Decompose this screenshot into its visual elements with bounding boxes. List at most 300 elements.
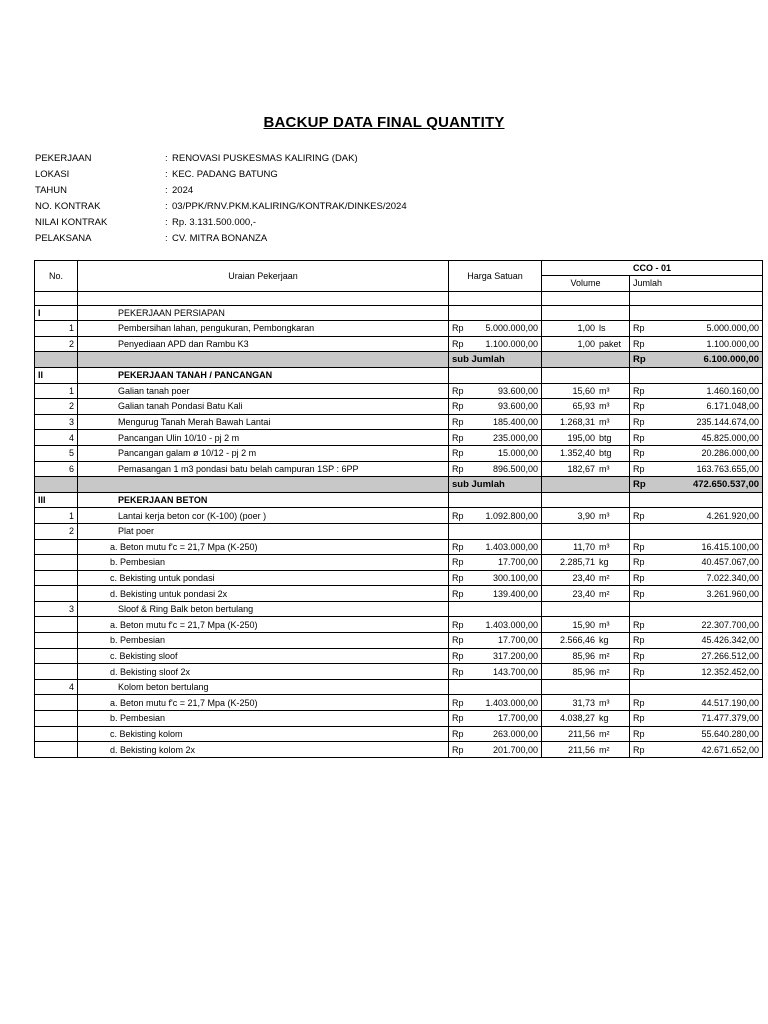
item-number: 4 (35, 430, 78, 446)
amount-cell (630, 711, 763, 727)
amount-value: 45.825.000,00 (701, 432, 760, 443)
item-description: Galian tanah poer (78, 383, 449, 399)
amount-value: 4.261.920,00 (706, 510, 760, 521)
item-row (35, 430, 763, 446)
item-description: c. Bekisting untuk pondasi (78, 570, 449, 586)
unit-price-cell (449, 695, 542, 711)
currency-label: Rp (452, 385, 464, 396)
volume-cell (542, 648, 630, 664)
unit-price-cell (449, 633, 542, 649)
currency-label: Rp (633, 541, 645, 552)
currency-label: Rp (633, 697, 645, 708)
item-description: a. Beton mutu f'c = 21,7 Mpa (K-250) (78, 695, 449, 711)
table-body (35, 305, 763, 757)
unit-price: 1.403.000,00 (485, 619, 538, 630)
unit-price-cell (449, 399, 542, 415)
currency-label: Rp (633, 323, 645, 334)
volume-cell (542, 742, 630, 758)
item-number (35, 711, 78, 727)
group-row (35, 523, 763, 539)
currency-label: Rp (633, 619, 645, 630)
unit-price-cell (449, 664, 542, 680)
item-description: a. Beton mutu f'c = 21,7 Mpa (K-250) (78, 539, 449, 555)
currency-label: Rp (633, 354, 646, 366)
header-no: No. (35, 261, 78, 292)
currency-label: Rp (452, 417, 464, 428)
empty-cell (630, 601, 763, 617)
sub-item-row (35, 695, 763, 711)
currency-label: Rp (633, 557, 645, 568)
empty-cell (542, 492, 630, 508)
info-value: RENOVASI PUSKESMAS KALIRING (DAK) (172, 153, 358, 164)
amount-cell (630, 399, 763, 415)
item-row (35, 414, 763, 430)
item-description: c. Bekisting kolom (78, 726, 449, 742)
volume-cell (542, 430, 630, 446)
item-number (35, 726, 78, 742)
unit-price-cell (449, 555, 542, 571)
volume-cell (542, 336, 630, 352)
group-title: Plat poer (78, 523, 449, 539)
currency-label: Rp (633, 401, 645, 412)
volume-cell (542, 726, 630, 742)
amount-cell (630, 695, 763, 711)
amount-cell (630, 430, 763, 446)
currency-label: Rp (452, 510, 464, 521)
item-number (35, 695, 78, 711)
sub-item-row (35, 633, 763, 649)
item-description: a. Beton mutu f'c = 21,7 Mpa (K-250) (78, 617, 449, 633)
volume-unit: m² (599, 650, 610, 661)
volume-value: 31,73 (572, 697, 595, 708)
sub-item-row (35, 586, 763, 602)
sub-item-row (35, 726, 763, 742)
unit-price: 1.100.000,00 (485, 339, 538, 350)
sub-item-row (35, 617, 763, 633)
subtotal-value: 472.650.537,00 (692, 478, 760, 490)
group-title: Sloof & Ring Balk beton bertulang (78, 601, 449, 617)
item-row (35, 383, 763, 399)
amount-value: 27.266.512,00 (701, 650, 760, 661)
unit-price-cell (449, 336, 542, 352)
volume-unit: kg (599, 557, 609, 568)
amount-cell (630, 461, 763, 477)
item-description: Lantai kerja beton cor (K-100) (poer ) (78, 508, 449, 524)
item-row (35, 321, 763, 337)
unit-price-cell (449, 383, 542, 399)
header-spacer-row (35, 291, 763, 305)
volume-value: 23,40 (572, 572, 595, 583)
unit-price: 5.000.000,00 (485, 323, 538, 334)
volume-cell (542, 445, 630, 461)
item-number (35, 539, 78, 555)
empty-cell (542, 305, 630, 321)
empty-cell (449, 523, 542, 539)
table-header (35, 261, 763, 306)
section-number: III (35, 492, 78, 508)
info-value: Rp. 3.131.500.000,- (172, 217, 256, 228)
info-label: PEKERJAAN (35, 153, 92, 164)
volume-cell (542, 570, 630, 586)
item-description: Galian tanah Pondasi Batu Kali (78, 399, 449, 415)
unit-price-cell (449, 539, 542, 555)
volume-cell (542, 711, 630, 727)
empty-cell (542, 523, 630, 539)
volume-cell (542, 539, 630, 555)
section-row (35, 367, 763, 383)
header-jumlah: Jumlah (630, 276, 763, 292)
empty-cell (542, 477, 630, 493)
header-harga-satuan: Harga Satuan (449, 261, 542, 292)
item-row (35, 461, 763, 477)
amount-value: 20.286.000,00 (701, 448, 760, 459)
amount-value: 5.000.000,00 (706, 323, 760, 334)
volume-unit: m² (599, 588, 610, 599)
unit-price: 139.400,00 (492, 588, 538, 599)
amount-value: 7.022.340,00 (706, 572, 760, 583)
item-number: 2 (35, 336, 78, 352)
unit-price-cell (449, 648, 542, 664)
section-title: PEKERJAAN BETON (78, 492, 449, 508)
unit-price: 17.700,00 (497, 635, 538, 646)
section-row (35, 492, 763, 508)
volume-value: 1.268,31 (559, 417, 595, 428)
info-colon: : (165, 169, 168, 180)
subtotal-amount (630, 352, 763, 368)
unit-price: 1.403.000,00 (485, 697, 538, 708)
amount-value: 6.171.048,00 (706, 401, 760, 412)
info-label: PELAKSANA (35, 233, 92, 244)
volume-cell (542, 586, 630, 602)
currency-label: Rp (452, 541, 464, 552)
volume-value: 195,00 (567, 432, 595, 443)
amount-cell (630, 539, 763, 555)
volume-unit: ls (599, 323, 606, 334)
amount-cell (630, 617, 763, 633)
item-number (35, 648, 78, 664)
empty-cell (630, 367, 763, 383)
item-number: 5 (35, 445, 78, 461)
amount-cell (630, 383, 763, 399)
unit-price-cell (449, 617, 542, 633)
currency-label: Rp (633, 728, 645, 739)
section-number: II (35, 367, 78, 383)
amount-value: 12.352.452,00 (701, 666, 760, 677)
item-number: 1 (35, 383, 78, 399)
currency-label: Rp (633, 588, 645, 599)
unit-price: 263.000,00 (492, 728, 538, 739)
currency-label: Rp (452, 619, 464, 630)
volume-cell (542, 321, 630, 337)
volume-cell (542, 633, 630, 649)
amount-cell (630, 726, 763, 742)
unit-price: 896.500,00 (492, 463, 538, 474)
volume-cell (542, 617, 630, 633)
group-row (35, 601, 763, 617)
unit-price-cell (449, 742, 542, 758)
currency-label: Rp (633, 417, 645, 428)
unit-price: 15.000,00 (497, 448, 538, 459)
volume-value: 1,00 (577, 323, 595, 334)
currency-label: Rp (452, 635, 464, 646)
amount-cell (630, 648, 763, 664)
empty-cell (78, 477, 449, 493)
amount-value: 16.415.100,00 (701, 541, 760, 552)
empty-cell (630, 492, 763, 508)
item-number: 2 (35, 399, 78, 415)
currency-label: Rp (633, 510, 645, 521)
unit-price-cell (449, 726, 542, 742)
empty-cell (542, 679, 630, 695)
volume-unit: m³ (599, 385, 610, 396)
volume-unit: m³ (599, 417, 610, 428)
item-number: 3 (35, 601, 78, 617)
currency-label: Rp (452, 557, 464, 568)
amount-cell (630, 555, 763, 571)
unit-price-cell (449, 414, 542, 430)
info-label: NILAI KONTRAK (35, 217, 108, 228)
info-colon: : (165, 217, 168, 228)
info-label: LOKASI (35, 169, 70, 180)
amount-cell (630, 508, 763, 524)
currency-label: Rp (633, 478, 646, 490)
currency-label: Rp (452, 463, 464, 474)
volume-value: 4.038,27 (559, 713, 595, 724)
empty-cell (35, 352, 78, 368)
item-description: d. Bekisting sloof 2x (78, 664, 449, 680)
currency-label: Rp (452, 666, 464, 677)
volume-unit: m³ (599, 510, 610, 521)
currency-label: Rp (452, 323, 464, 334)
amount-value: 163.763.655,00 (696, 463, 760, 474)
empty-cell (449, 492, 542, 508)
unit-price: 185.400,00 (492, 417, 538, 428)
item-number (35, 586, 78, 602)
currency-label: Rp (633, 744, 645, 755)
item-row (35, 508, 763, 524)
currency-label: Rp (633, 432, 645, 443)
volume-cell (542, 414, 630, 430)
empty-cell (542, 367, 630, 383)
currency-label: Rp (452, 448, 464, 459)
section-title: PEKERJAAN PERSIAPAN (78, 305, 449, 321)
subtotal-label: sub Jumlah (449, 352, 542, 368)
item-description: Pembersihan lahan, pengukuran, Pembongkaran (78, 321, 449, 337)
sub-item-row (35, 539, 763, 555)
sub-item-row (35, 648, 763, 664)
item-number: 4 (35, 679, 78, 695)
volume-value: 3,90 (577, 510, 595, 521)
volume-value: 11,70 (573, 541, 595, 552)
group-title: Kolom beton bertulang (78, 679, 449, 695)
amount-cell (630, 321, 763, 337)
subtotal-value: 6.100.000,00 (703, 354, 760, 366)
unit-price-cell (449, 570, 542, 586)
info-label: TAHUN (35, 185, 68, 196)
empty-cell (630, 679, 763, 695)
item-description: c. Bekisting sloof (78, 648, 449, 664)
empty-cell (449, 305, 542, 321)
info-colon: : (165, 233, 168, 244)
amount-cell (630, 570, 763, 586)
empty-cell (35, 477, 78, 493)
currency-label: Rp (452, 744, 464, 755)
amount-value: 44.517.190,00 (701, 697, 760, 708)
volume-value: 211,56 (568, 728, 595, 739)
empty-cell (630, 523, 763, 539)
volume-unit: m³ (599, 541, 610, 552)
currency-label: Rp (633, 463, 645, 474)
volume-cell (542, 399, 630, 415)
amount-value: 3.261.960,00 (706, 588, 760, 599)
unit-price-cell (449, 461, 542, 477)
volume-value: 23,40 (572, 588, 595, 599)
section-row (35, 305, 763, 321)
currency-label: Rp (452, 572, 464, 583)
item-row (35, 445, 763, 461)
volume-unit: paket (599, 339, 622, 350)
info-value: CV. MITRA BONANZA (172, 233, 268, 244)
empty-cell (542, 352, 630, 368)
item-number (35, 633, 78, 649)
volume-unit: btg (599, 448, 612, 459)
unit-price-cell (449, 445, 542, 461)
volume-unit: m² (599, 572, 610, 583)
item-number (35, 742, 78, 758)
volume-unit: m³ (599, 619, 610, 630)
item-number: 1 (35, 321, 78, 337)
item-description: Mengurug Tanah Merah Bawah Lantai (78, 414, 449, 430)
unit-price-cell (449, 321, 542, 337)
item-description: d. Bekisting untuk pondasi 2x (78, 586, 449, 602)
amount-value: 40.457.067,00 (701, 557, 760, 568)
group-row (35, 679, 763, 695)
currency-label: Rp (452, 339, 464, 350)
currency-label: Rp (452, 728, 464, 739)
item-description: Pancangan Ulin 10/10 - pj 2 m (78, 430, 449, 446)
amount-cell (630, 742, 763, 758)
item-description: b. Pembesian (78, 633, 449, 649)
amount-value: 1.100.000,00 (706, 339, 760, 350)
item-number: 1 (35, 508, 78, 524)
unit-price: 317.200,00 (492, 650, 538, 661)
currency-label: Rp (633, 448, 645, 459)
header-volume: Volume (542, 276, 630, 292)
item-number (35, 617, 78, 633)
volume-value: 85,96 (572, 666, 595, 677)
volume-unit: kg (599, 713, 609, 724)
item-description: d. Bekisting kolom 2x (78, 742, 449, 758)
volume-value: 182,67 (567, 463, 595, 474)
info-value: 03/PPK/RNV.PKM.KALIRING/KONTRAK/DINKES/2024 (172, 201, 407, 212)
currency-label: Rp (633, 635, 645, 646)
info-value: 2024 (172, 185, 194, 196)
unit-price-cell (449, 508, 542, 524)
currency-label: Rp (452, 401, 464, 412)
info-value: KEC. PADANG BATUNG (172, 169, 278, 180)
unit-price: 235.000,00 (492, 432, 538, 443)
header-uraian: Uraian Pekerjaan (78, 261, 449, 292)
section-number: I (35, 305, 78, 321)
item-number (35, 664, 78, 680)
item-number: 2 (35, 523, 78, 539)
volume-unit: m³ (599, 401, 610, 412)
currency-label: Rp (633, 385, 645, 396)
info-colon: : (165, 185, 168, 196)
volume-value: 65,93 (572, 401, 595, 412)
volume-unit: kg (599, 635, 609, 646)
empty-cell (542, 601, 630, 617)
currency-label: Rp (452, 697, 464, 708)
sub-item-row (35, 711, 763, 727)
subtotal-amount (630, 477, 763, 493)
volume-cell (542, 695, 630, 711)
currency-label: Rp (452, 713, 464, 724)
subtotal-label: sub Jumlah (449, 477, 542, 493)
amount-value: 55.640.280,00 (701, 728, 760, 739)
amount-value: 1.460.160,00 (706, 385, 760, 396)
unit-price-cell (449, 430, 542, 446)
amount-value: 22.307.700,00 (701, 619, 760, 630)
unit-price: 201.700,00 (492, 744, 538, 755)
amount-value: 71.477.379,00 (701, 713, 760, 724)
unit-price: 1.092.800,00 (485, 510, 538, 521)
info-colon: : (165, 201, 168, 212)
info-colon: : (165, 153, 168, 164)
volume-cell (542, 461, 630, 477)
section-title: PEKERJAAN TANAH / PANCANGAN (78, 367, 449, 383)
currency-label: Rp (633, 572, 645, 583)
volume-value: 1,00 (577, 339, 595, 350)
empty-cell (78, 352, 449, 368)
sub-item-row (35, 664, 763, 680)
volume-value: 2.285,71 (559, 557, 595, 568)
amount-value: 42.671.652,00 (701, 744, 760, 755)
currency-label: Rp (452, 650, 464, 661)
empty-cell (449, 601, 542, 617)
sub-item-row (35, 742, 763, 758)
volume-unit: m³ (599, 697, 610, 708)
subtotal-row (35, 477, 763, 493)
currency-label: Rp (452, 432, 464, 443)
item-description: b. Pembesian (78, 711, 449, 727)
volume-unit: m² (599, 744, 610, 755)
amount-cell (630, 336, 763, 352)
quantity-table (34, 260, 763, 758)
volume-cell (542, 664, 630, 680)
currency-label: Rp (633, 713, 645, 724)
currency-label: Rp (633, 339, 645, 350)
currency-label: Rp (452, 588, 464, 599)
item-number: 6 (35, 461, 78, 477)
volume-cell (542, 555, 630, 571)
volume-unit: m³ (599, 463, 610, 474)
amount-value: 235.144.674,00 (696, 417, 760, 428)
volume-cell (542, 383, 630, 399)
header-cco: CCO - 01 (542, 261, 763, 276)
volume-value: 15,60 (572, 385, 595, 396)
volume-value: 15,90 (572, 619, 595, 630)
item-description: Pemasangan 1 m3 pondasi batu belah campuran 1SP : 6PP (78, 461, 449, 477)
unit-price: 17.700,00 (497, 713, 538, 724)
volume-cell (542, 508, 630, 524)
volume-unit: m² (599, 728, 610, 739)
empty-cell (449, 679, 542, 695)
unit-price: 1.403.000,00 (485, 541, 538, 552)
item-row (35, 399, 763, 415)
item-number (35, 570, 78, 586)
volume-value: 2.566,46 (559, 635, 595, 646)
